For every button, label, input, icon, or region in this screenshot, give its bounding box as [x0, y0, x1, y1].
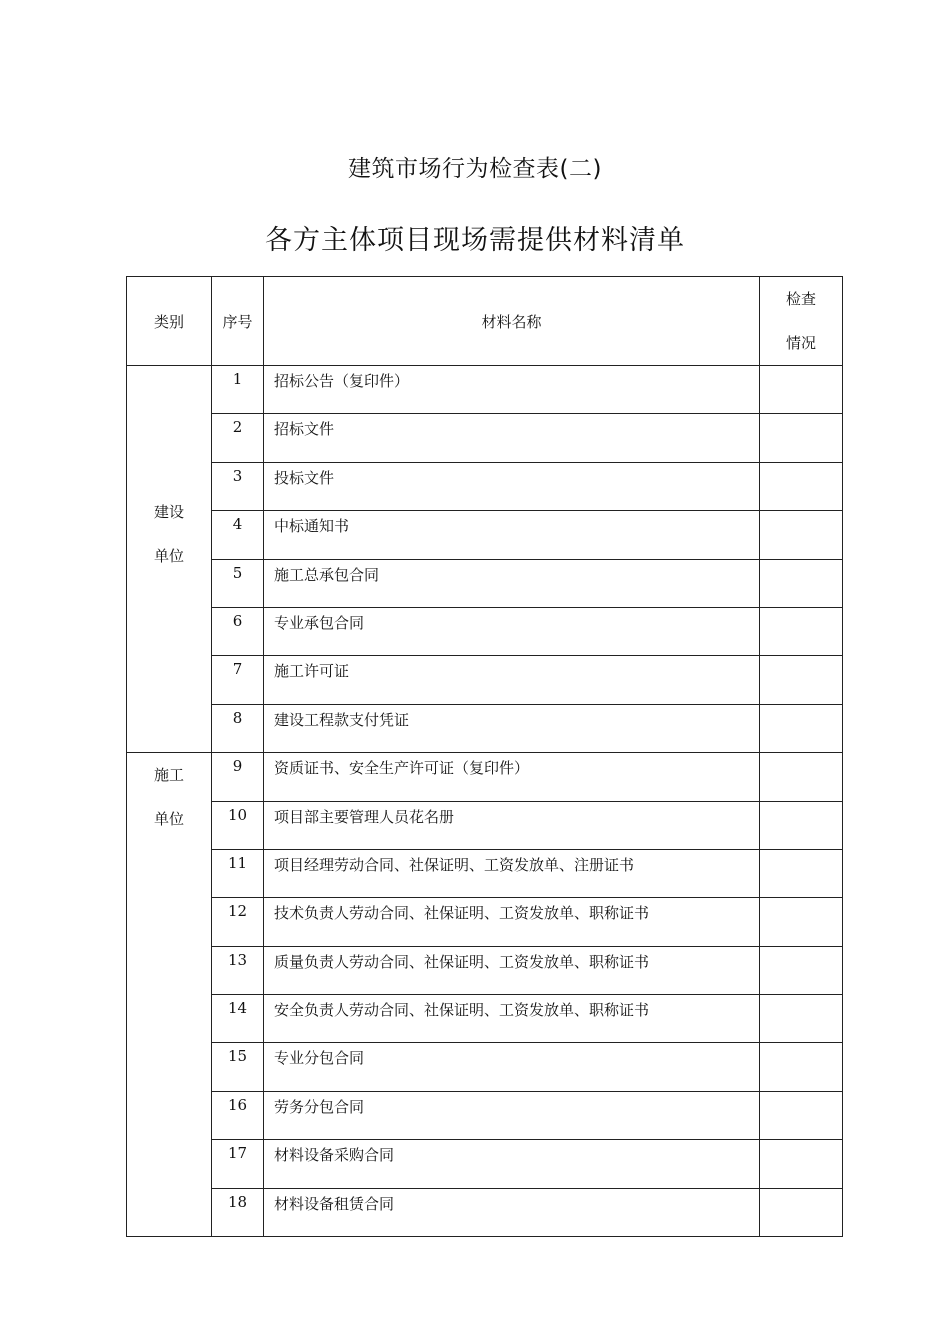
table-row	[127, 946, 843, 994]
seq-cell: 11	[212, 849, 264, 897]
seq-cell: 17	[212, 1140, 264, 1188]
header-check-line1: 检查	[785, 290, 816, 308]
check-status-cell[interactable]	[760, 462, 843, 510]
material-name-cell: 招标文件	[264, 414, 760, 462]
seq-cell: 2	[212, 414, 264, 462]
material-name-cell: 施工总承包合同	[264, 559, 760, 607]
seq-cell: 7	[212, 656, 264, 704]
material-name-cell: 专业承包合同	[264, 607, 760, 655]
seq-cell: 14	[212, 995, 264, 1043]
material-name-cell: 资质证书、安全生产许可证（复印件）	[264, 753, 760, 801]
material-name-cell: 项目部主要管理人员花名册	[264, 801, 760, 849]
material-name-cell: 施工许可证	[264, 656, 760, 704]
seq-cell: 10	[212, 801, 264, 849]
check-status-cell[interactable]	[760, 849, 843, 897]
check-status-cell[interactable]	[760, 801, 843, 849]
seq-cell: 9	[212, 753, 264, 801]
header-seq: 序号	[212, 277, 264, 366]
check-status-cell[interactable]	[760, 898, 843, 946]
check-status-cell[interactable]	[760, 1043, 843, 1091]
table-row	[127, 1140, 843, 1188]
material-name-cell: 质量负责人劳动合同、社保证明、工资发放单、职称证书	[264, 946, 760, 994]
material-name-cell: 材料设备租赁合同	[264, 1188, 760, 1236]
table-row	[127, 511, 843, 559]
category-cell	[127, 753, 212, 1237]
table-row	[127, 1188, 843, 1236]
seq-cell: 15	[212, 1043, 264, 1091]
category-cell	[127, 366, 212, 753]
check-status-cell[interactable]	[760, 511, 843, 559]
table-body	[127, 366, 843, 1237]
material-name-cell: 招标公告（复印件）	[264, 366, 760, 414]
material-name-cell: 专业分包合同	[264, 1043, 760, 1091]
header-check-line2: 情况	[785, 334, 816, 352]
check-status-cell[interactable]	[760, 704, 843, 752]
category-label-line2: 单位	[153, 810, 184, 829]
seq-cell: 4	[212, 511, 264, 559]
table-row	[127, 995, 843, 1043]
seq-cell: 3	[212, 462, 264, 510]
category-label-line1: 施工	[153, 766, 184, 785]
material-name-cell: 安全负责人劳动合同、社保证明、工资发放单、职称证书	[264, 995, 760, 1043]
check-status-cell[interactable]	[760, 1140, 843, 1188]
header-category: 类别	[127, 277, 212, 366]
material-name-cell: 中标通知书	[264, 511, 760, 559]
seq-cell: 5	[212, 559, 264, 607]
table-row	[127, 753, 843, 801]
check-status-cell[interactable]	[760, 414, 843, 462]
table-row	[127, 559, 843, 607]
check-status-cell[interactable]	[760, 753, 843, 801]
table-row	[127, 1091, 843, 1139]
check-status-cell[interactable]	[760, 607, 843, 655]
materials-checklist-table	[126, 276, 843, 1237]
seq-cell: 8	[212, 704, 264, 752]
material-name-cell: 技术负责人劳动合同、社保证明、工资发放单、职称证书	[264, 898, 760, 946]
seq-cell: 13	[212, 946, 264, 994]
check-status-cell[interactable]	[760, 946, 843, 994]
check-status-cell[interactable]	[760, 995, 843, 1043]
table-row	[127, 1043, 843, 1091]
table-row	[127, 607, 843, 655]
material-name-cell: 项目经理劳动合同、社保证明、工资发放单、注册证书	[264, 849, 760, 897]
seq-cell: 16	[212, 1091, 264, 1139]
check-status-cell[interactable]	[760, 559, 843, 607]
table-row	[127, 462, 843, 510]
header-check-status	[760, 277, 843, 366]
category-label-line2: 单位	[153, 547, 184, 565]
check-status-cell[interactable]	[760, 1188, 843, 1236]
material-name-cell: 投标文件	[264, 462, 760, 510]
table-row	[127, 656, 843, 704]
check-status-cell[interactable]	[760, 656, 843, 704]
table-row	[127, 414, 843, 462]
table-row	[127, 704, 843, 752]
document-title: 建筑市场行为检查表(二)	[348, 156, 602, 182]
table-row	[127, 898, 843, 946]
material-name-cell: 材料设备采购合同	[264, 1140, 760, 1188]
category-label-line1: 建设	[153, 503, 184, 521]
header-row	[127, 277, 843, 366]
document-subtitle: 各方主体项目现场需提供材料清单	[265, 225, 685, 256]
table-row	[127, 849, 843, 897]
table-row	[127, 366, 843, 414]
material-name-cell: 劳务分包合同	[264, 1091, 760, 1139]
check-status-cell[interactable]	[760, 366, 843, 414]
table-row	[127, 801, 843, 849]
header-material-name: 材料名称	[264, 277, 760, 366]
seq-cell: 12	[212, 898, 264, 946]
seq-cell: 18	[212, 1188, 264, 1236]
seq-cell: 1	[212, 366, 264, 414]
check-status-cell[interactable]	[760, 1091, 843, 1139]
seq-cell: 6	[212, 607, 264, 655]
material-name-cell: 建设工程款支付凭证	[264, 704, 760, 752]
